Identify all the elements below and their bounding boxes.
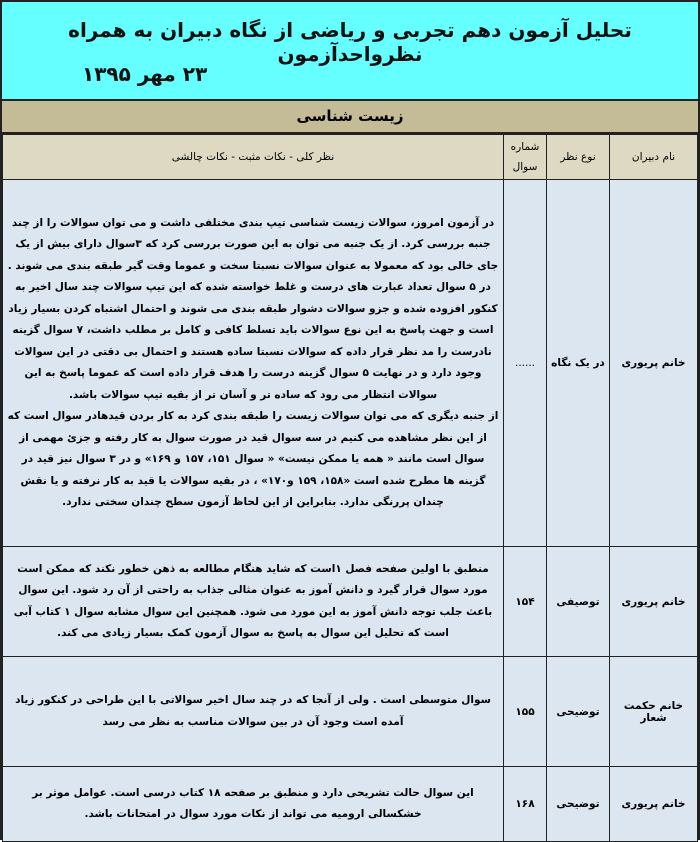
table-row bbox=[3, 547, 698, 657]
table-row bbox=[3, 767, 698, 842]
comment-type: توضیحی bbox=[547, 767, 610, 842]
question-number: ...... bbox=[504, 180, 547, 547]
col-comment: نظر کلی - نکات مثبت - نکات چالشی bbox=[3, 135, 504, 180]
exam-date: ۲۳ مهر ۱۳۹۵ bbox=[82, 62, 208, 86]
subject-heading: زیست شناسی bbox=[2, 101, 698, 134]
header-banner bbox=[2, 2, 698, 101]
comment-paragraph-1: در آزمون امروز، سوالات زیست شناسی تیپ بندی مختلفی داشت و می توان سوالات را از چند جنبه بررسی کرد. از یک جنبه می توان به این صورت بررسی کرد که ۳سوال دارای بیش از یک جای خالی بود که معمولا به عنوان سوالات نسبتا سخت و عموما وقت گیر طبقه بندی می شوند . در ۵ سوال تعداد عبارت های درست و غلط خواسته شده که این تیپ سوالات چند سال اخیر به کنکور افزوده شده و جزو سوالات دشوار طبقه بندی می شوند و احتمال اشتباه کردن بسیار زیاد است و جهت پاسخ به این نوع سوالات باید تسلط کافی و کامل بر مطلب داشت، ۷ سوال گزینه نادرست را مد نظر قرار داده که سوالات نسبتا ساده هستند و احتمال بی دقتی در این سوالات وجود دارد و در نهایت ۵ سوال گزینه درست را هدف قرار داده است که عموما پاسخ به این سوالات انتظار می رود که ساده تر و آسان تر از بقیه تیپ سوالات باشد. bbox=[7, 216, 499, 401]
question-number: ۱۶۸ bbox=[504, 767, 547, 842]
col-number: شماره سوال bbox=[504, 135, 547, 180]
table-row bbox=[3, 180, 698, 547]
question-number: ۱۵۵ bbox=[504, 657, 547, 767]
analysis-table bbox=[2, 134, 698, 842]
comment-text: سوال متوسطی است . ولی از آنجا که در چند سال اخیر سوالاتی با این طراحی در کنکور زیاد آمده است وجود آن در بین سوالات مناسب به نظر می رسد bbox=[3, 657, 504, 767]
teacher-name: خانم پریوری bbox=[610, 547, 698, 657]
page-title: تحلیل آزمون دهم تجربی و ریاضی از نگاه دبیران به همراه نظرواحدآزمون bbox=[68, 18, 632, 66]
teacher-name: خانم حکمت شعار bbox=[610, 657, 698, 767]
table-header-row bbox=[3, 135, 698, 180]
col-teacher: نام دبیران bbox=[610, 135, 698, 180]
col-type: نوع نظر bbox=[547, 135, 610, 180]
comment-type: توصیفی bbox=[547, 547, 610, 657]
comment-paragraph-2: از جنبه دیگری که می توان سوالات زیست را طبقه بندی کرد به کار بردن قیدهادر سوال است که از این نظر مشاهده می کنیم در سه سوال قید در صورت سوال به کار رفته و جزئ مهمی از سوال است مانند « همه یا ممکن نیست» « سوال ۱۵۱، ۱۵۷ و ۱۶۹» و در ۳ سوال نیز قید در گزینه ها مطرح شده است «۱۵۸، ۱۵۹ و۱۷۰» ، در بقیه سوالات یا قید به کار نرفته و یا نقش چندان پررنگی ندارد. بنابراین از این لحاظ آزمون سطح چندان سختی ندارد. bbox=[7, 410, 499, 508]
comment-type: توضیحی bbox=[547, 657, 610, 767]
comment-text: منطبق با اولین صفحه فصل ۱است که شاید هنگام مطالعه به ذهن خطور نکند که ممکن است مورد سوال قرار گیرد و دانش آموز به عنوان مثالی جذاب به راحتی از آن رد شود. این سوال باعث جلب توجه دانش آموز به این مورد می شود. همچنین این سوال مشابه سوال ۱ کتاب آبی است که تحلیل این سوال به پاسخ به سوال آزمون کمک بسیار زیادی می کند. bbox=[3, 547, 504, 657]
teacher-name: خانم پریوری bbox=[610, 767, 698, 842]
table-row bbox=[3, 657, 698, 767]
teacher-name: خانم پریوری bbox=[610, 180, 698, 547]
comment-text: این سوال حالت تشریحی دارد و منطبق بر صفحه ۱۸ کتاب درسی است. عوامل موثر بر خشکسالی ارومیه می تواند از نکات مورد سوال در امتحانات باشد. bbox=[3, 767, 504, 842]
comment-text bbox=[3, 180, 504, 547]
comment-type: در یک نگاه bbox=[547, 180, 610, 547]
question-number: ۱۵۴ bbox=[504, 547, 547, 657]
